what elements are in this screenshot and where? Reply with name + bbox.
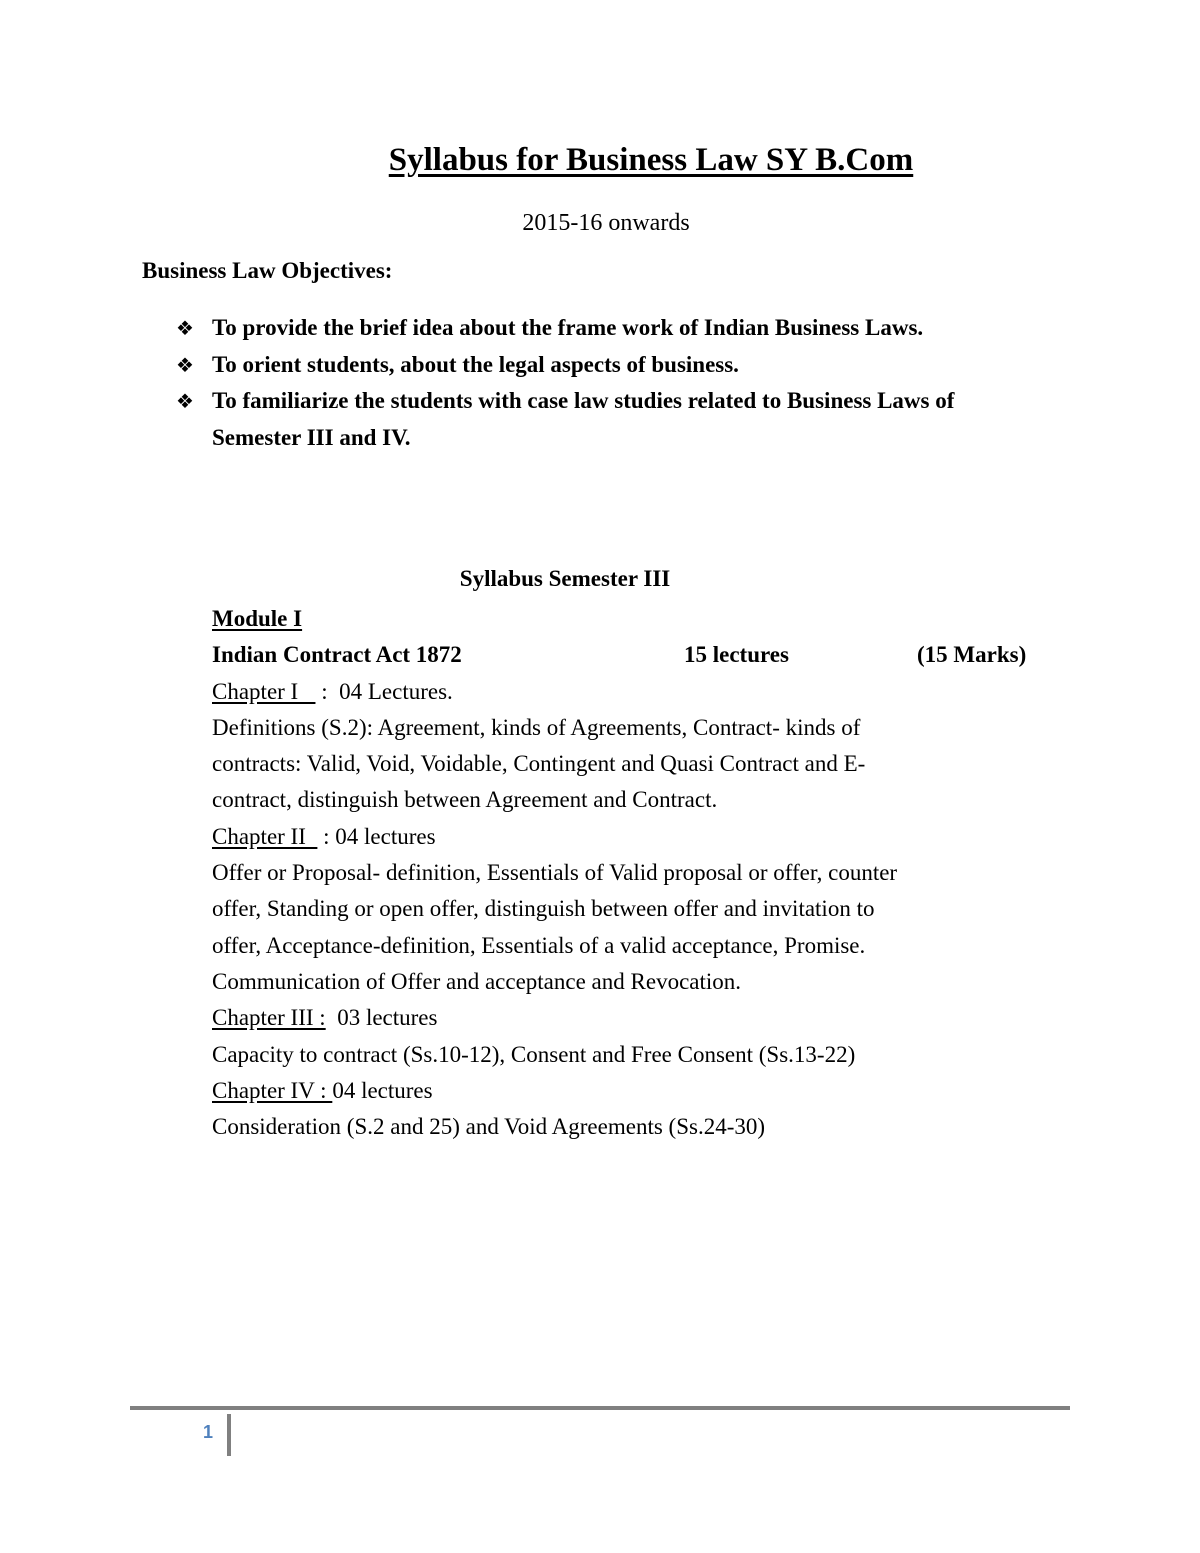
act-name: Indian Contract Act 1872 bbox=[212, 642, 462, 668]
chapter-text-line: Offer or Proposal- definition, Essentials of Valid proposal or offer, counter bbox=[212, 860, 898, 886]
chapter-lectures: 04 lectures bbox=[332, 1077, 433, 1103]
document-title: Syllabus for Business Law SY B.Com bbox=[388, 142, 914, 178]
objective-item bbox=[176, 310, 1036, 347]
chapter-label: Chapter II bbox=[212, 823, 318, 849]
chapter-text-line: contract, distinguish between Agreement and Contract. bbox=[212, 787, 718, 813]
objectives-list bbox=[176, 310, 1036, 456]
chapter-text-line: Consideration (S.2 and 25) and Void Agreements (Ss.24-30) bbox=[212, 1114, 766, 1140]
footer-divider bbox=[227, 1414, 231, 1456]
chapter-heading bbox=[212, 1073, 1062, 1109]
objectives-heading: Business Law Objectives: bbox=[142, 258, 393, 283]
chapter-label: Chapter IV : bbox=[212, 1077, 333, 1103]
chapter-text-line: Definitions (S.2): Agreement, kinds of Agreements, Contract- kinds of bbox=[212, 714, 861, 740]
chapter-text-line: offer, Standing or open offer, distinguish between offer and invitation to bbox=[212, 896, 875, 922]
chapter-heading bbox=[212, 1000, 1062, 1036]
objective-text: To provide the brief idea about the frame work of Indian Business Laws. bbox=[212, 315, 924, 340]
footer-rule bbox=[130, 1406, 1070, 1410]
chapter-label: Chapter I bbox=[212, 678, 316, 704]
module-content bbox=[212, 601, 1062, 1145]
chapter-heading bbox=[212, 819, 1062, 855]
chapter-heading bbox=[212, 674, 1062, 710]
chapter-label: Chapter III : bbox=[212, 1005, 326, 1031]
act-marks: (15 Marks) bbox=[917, 642, 1027, 668]
chapter-text-line: offer, Acceptance-definition, Essentials of a valid acceptance, Promise. bbox=[212, 932, 866, 958]
diamond-bullet-icon: ❖ bbox=[176, 352, 194, 377]
chapter-lectures: : 04 Lectures. bbox=[315, 678, 453, 704]
semester-heading: Syllabus Semester III bbox=[459, 566, 671, 591]
objective-item bbox=[176, 347, 1036, 384]
chapter-text-line: Capacity to contract (Ss.10-12), Consent and Free Consent (Ss.13-22) bbox=[212, 1041, 856, 1067]
objective-text: To orient students, about the legal aspects of business. bbox=[212, 351, 739, 377]
page-number: 1 bbox=[203, 1422, 214, 1442]
chapter-text-line: Communication of Offer and acceptance and Revocation. bbox=[212, 968, 742, 994]
chapter-lectures: 03 lectures bbox=[325, 1005, 438, 1031]
chapter-lectures: : 04 lectures bbox=[317, 823, 436, 849]
diamond-bullet-icon: ❖ bbox=[176, 316, 194, 340]
objective-item bbox=[176, 383, 1036, 456]
diamond-bullet-icon: ❖ bbox=[176, 389, 194, 413]
objective-text: To familiarize the students with case law studies related to Business Laws of Semester III and IV. bbox=[212, 388, 955, 450]
act-lectures: 15 lectures bbox=[684, 642, 789, 668]
chapter-text-line: contracts: Valid, Void, Voidable, Contingent and Quasi Contract and E- bbox=[212, 751, 866, 777]
module-label: Module I bbox=[212, 606, 303, 631]
act-row bbox=[212, 637, 1062, 673]
document-subtitle: 2015-16 onwards bbox=[522, 210, 690, 236]
